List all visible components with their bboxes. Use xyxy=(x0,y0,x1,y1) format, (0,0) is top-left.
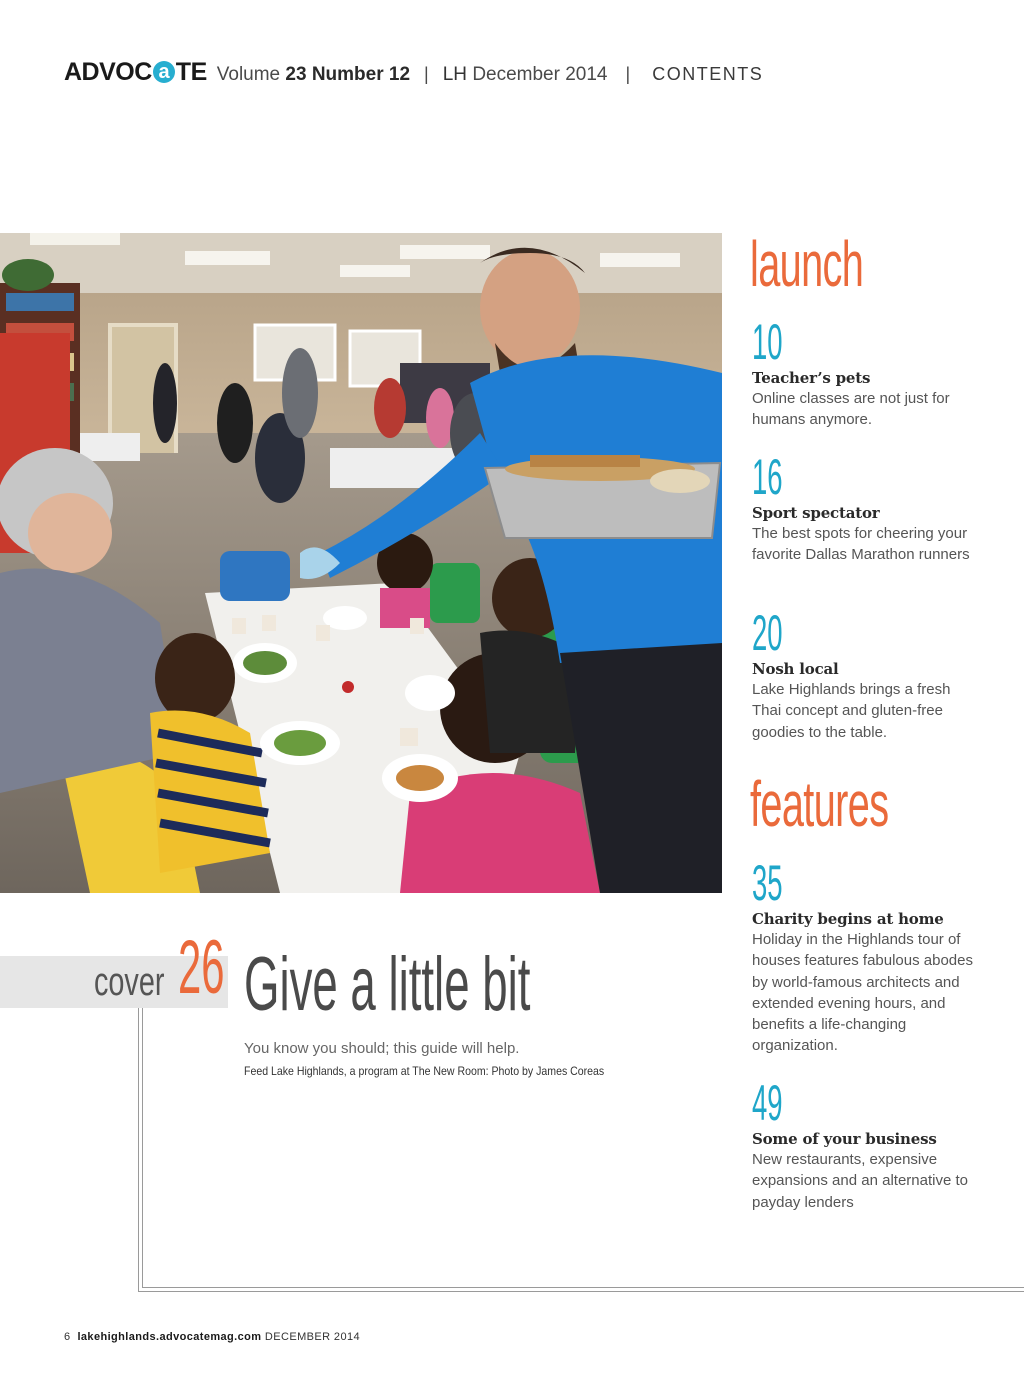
toc-item-some-of-your-business[interactable] xyxy=(752,1075,982,1213)
issue-date: December 2014 xyxy=(472,64,608,85)
frame-line-bottom xyxy=(138,1291,1024,1292)
story-title: Nosh local xyxy=(752,660,839,678)
photo-credit: Feed Lake Highlands, a program at The New Room: Photo by James Coreas xyxy=(244,1064,605,1078)
masthead xyxy=(64,58,763,88)
story-description: Lake Highlands brings a fresh Thai concept and gluten-free goodies to the table. xyxy=(752,681,951,741)
frame-line-bottom-inner xyxy=(142,1287,1024,1288)
story-title: Some of your business xyxy=(752,1130,937,1148)
toc-item-nosh-local[interactable] xyxy=(752,605,982,743)
page-number: 16 xyxy=(752,449,783,505)
page-number: 10 xyxy=(752,314,783,370)
logo-a-badge: a xyxy=(153,61,175,83)
logo-text-left: ADVOC xyxy=(64,58,152,86)
cover-page-number[interactable]: 26 xyxy=(178,925,225,1010)
cover-story-title[interactable]: Give a little bit xyxy=(244,942,531,1027)
edition-code: LH xyxy=(442,64,468,85)
toc-item-sport-spectator[interactable] xyxy=(752,449,982,566)
footer-date: DECEMBER 2014 xyxy=(264,1331,360,1343)
number-label: Number xyxy=(311,64,384,85)
features-heading: features xyxy=(750,768,889,840)
story-title: Teacher’s pets xyxy=(752,369,871,387)
frame-line-left-inner xyxy=(142,1008,143,1288)
page-footer xyxy=(64,1331,360,1343)
advocate-logo[interactable] xyxy=(64,58,207,87)
cover-photo[interactable] xyxy=(0,233,722,893)
issue-info xyxy=(217,64,410,86)
cover-label: cover xyxy=(94,960,165,1004)
page-number: 49 xyxy=(752,1075,783,1131)
story-description: New restaurants, expensive expansions and an alternative to payday lenders xyxy=(752,1151,968,1211)
story-description: The best spots for cheering your favorite Dallas Marathon runners xyxy=(752,525,970,564)
edition-date xyxy=(443,64,608,86)
launch-heading: launch xyxy=(750,228,864,300)
frame-line-left xyxy=(138,1008,139,1292)
cover-story-subtitle: You know you should; this guide will help. xyxy=(244,1040,520,1057)
page-number: 35 xyxy=(752,855,783,911)
separator: | xyxy=(424,64,429,84)
footer-url[interactable]: lakehighlands.advocatemag.com xyxy=(77,1331,262,1343)
issue-number: 12 xyxy=(388,64,411,85)
page-number: 20 xyxy=(752,605,783,661)
story-description: Online classes are not just for humans anymore. xyxy=(752,390,950,429)
footer-page-number: 6 xyxy=(64,1331,71,1343)
story-title: Charity begins at home xyxy=(752,910,944,928)
separator: | xyxy=(625,64,631,84)
volume-number: 23 xyxy=(285,64,307,85)
cover-photo-illustration xyxy=(0,233,722,893)
section-label: CONTENTS xyxy=(652,64,764,84)
toc-item-teachers-pets[interactable] xyxy=(752,314,982,431)
story-description: Holiday in the Highlands tour of houses features fabulous abodes by world-famous architects and extended evening hours, and benefits a life-changing organization. xyxy=(752,931,973,1055)
logo-text-right: TE xyxy=(175,58,207,86)
toc-item-charity-begins[interactable] xyxy=(752,855,982,1057)
story-title: Sport spectator xyxy=(752,504,880,522)
volume-label: Volume xyxy=(216,64,281,85)
